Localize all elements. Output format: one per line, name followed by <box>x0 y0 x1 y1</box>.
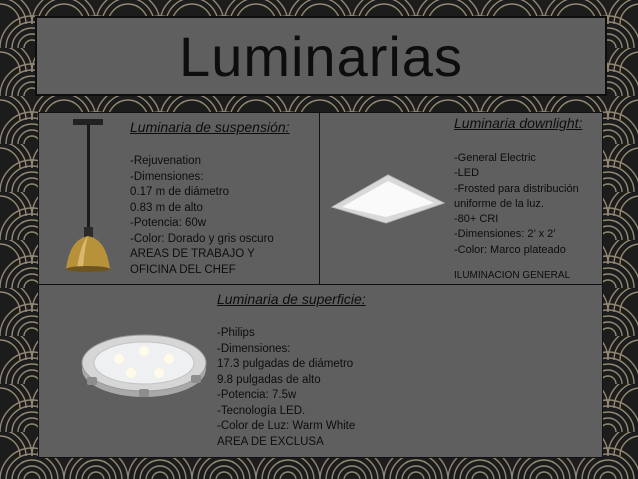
suspension-heading: Luminaria de suspensión: <box>130 119 290 135</box>
spec-line: 9.8 pulgadas de alto <box>217 373 321 386</box>
spec-line: 17.3 pulgadas de diámetro <box>217 358 354 370</box>
title-banner <box>35 16 607 96</box>
spec-line: -Color de Luz: Warm White <box>217 420 356 432</box>
spec-line: -Rejuvenation <box>130 155 201 167</box>
spec-line: -Potencia: 60w <box>130 217 207 229</box>
spec-line: AREAS DE TRABAJO Y <box>130 248 255 260</box>
surface-panel <box>38 284 603 458</box>
spec-line: -Dimensiones: <box>217 342 291 355</box>
spec-line: 0.83 m de alto <box>130 201 203 214</box>
suspension-panel <box>38 112 321 286</box>
spec-line: -80+ CRI <box>454 213 499 226</box>
downlight-spec-list <box>454 151 579 258</box>
spec-line: 0.17 m de diámetro <box>130 186 230 198</box>
surface-ceiling-light-image <box>79 329 209 401</box>
downlight-panel-image <box>328 173 448 225</box>
suspension-spec-list <box>130 154 274 278</box>
spec-line: -Potencia: 7.5w <box>217 389 297 401</box>
spec-line: AREA DE EXCLUSA <box>217 435 324 448</box>
spec-line: -Frosted para distribución <box>454 182 579 195</box>
surface-heading: Luminaria de superficie: <box>217 291 366 307</box>
spec-line: -Dimensiones: <box>130 170 204 183</box>
spec-line: -Dimensiones: 2’ x 2’ <box>454 228 556 241</box>
downlight-heading: Luminaria downlight: <box>454 115 583 131</box>
spec-line: OFICINA DEL CHEF <box>130 263 236 276</box>
downlight-usage-note: ILUMINACION GENERAL <box>454 270 571 281</box>
downlight-panel <box>319 112 603 286</box>
spec-line: -Philips <box>217 327 255 339</box>
spec-line: -Color: Marco plateado <box>454 243 566 256</box>
spec-line: uniforme de la luz. <box>454 197 544 210</box>
spec-line: -Color: Dorado y gris oscuro <box>130 232 274 245</box>
spec-line: -Tecnología LED. <box>217 404 306 417</box>
slide-title: Luminarias <box>179 25 463 88</box>
pendant-lamp-image <box>53 119 125 279</box>
spec-line: -General Electric <box>454 152 536 164</box>
spec-line: -LED <box>454 167 480 180</box>
surface-spec-list <box>217 326 355 450</box>
